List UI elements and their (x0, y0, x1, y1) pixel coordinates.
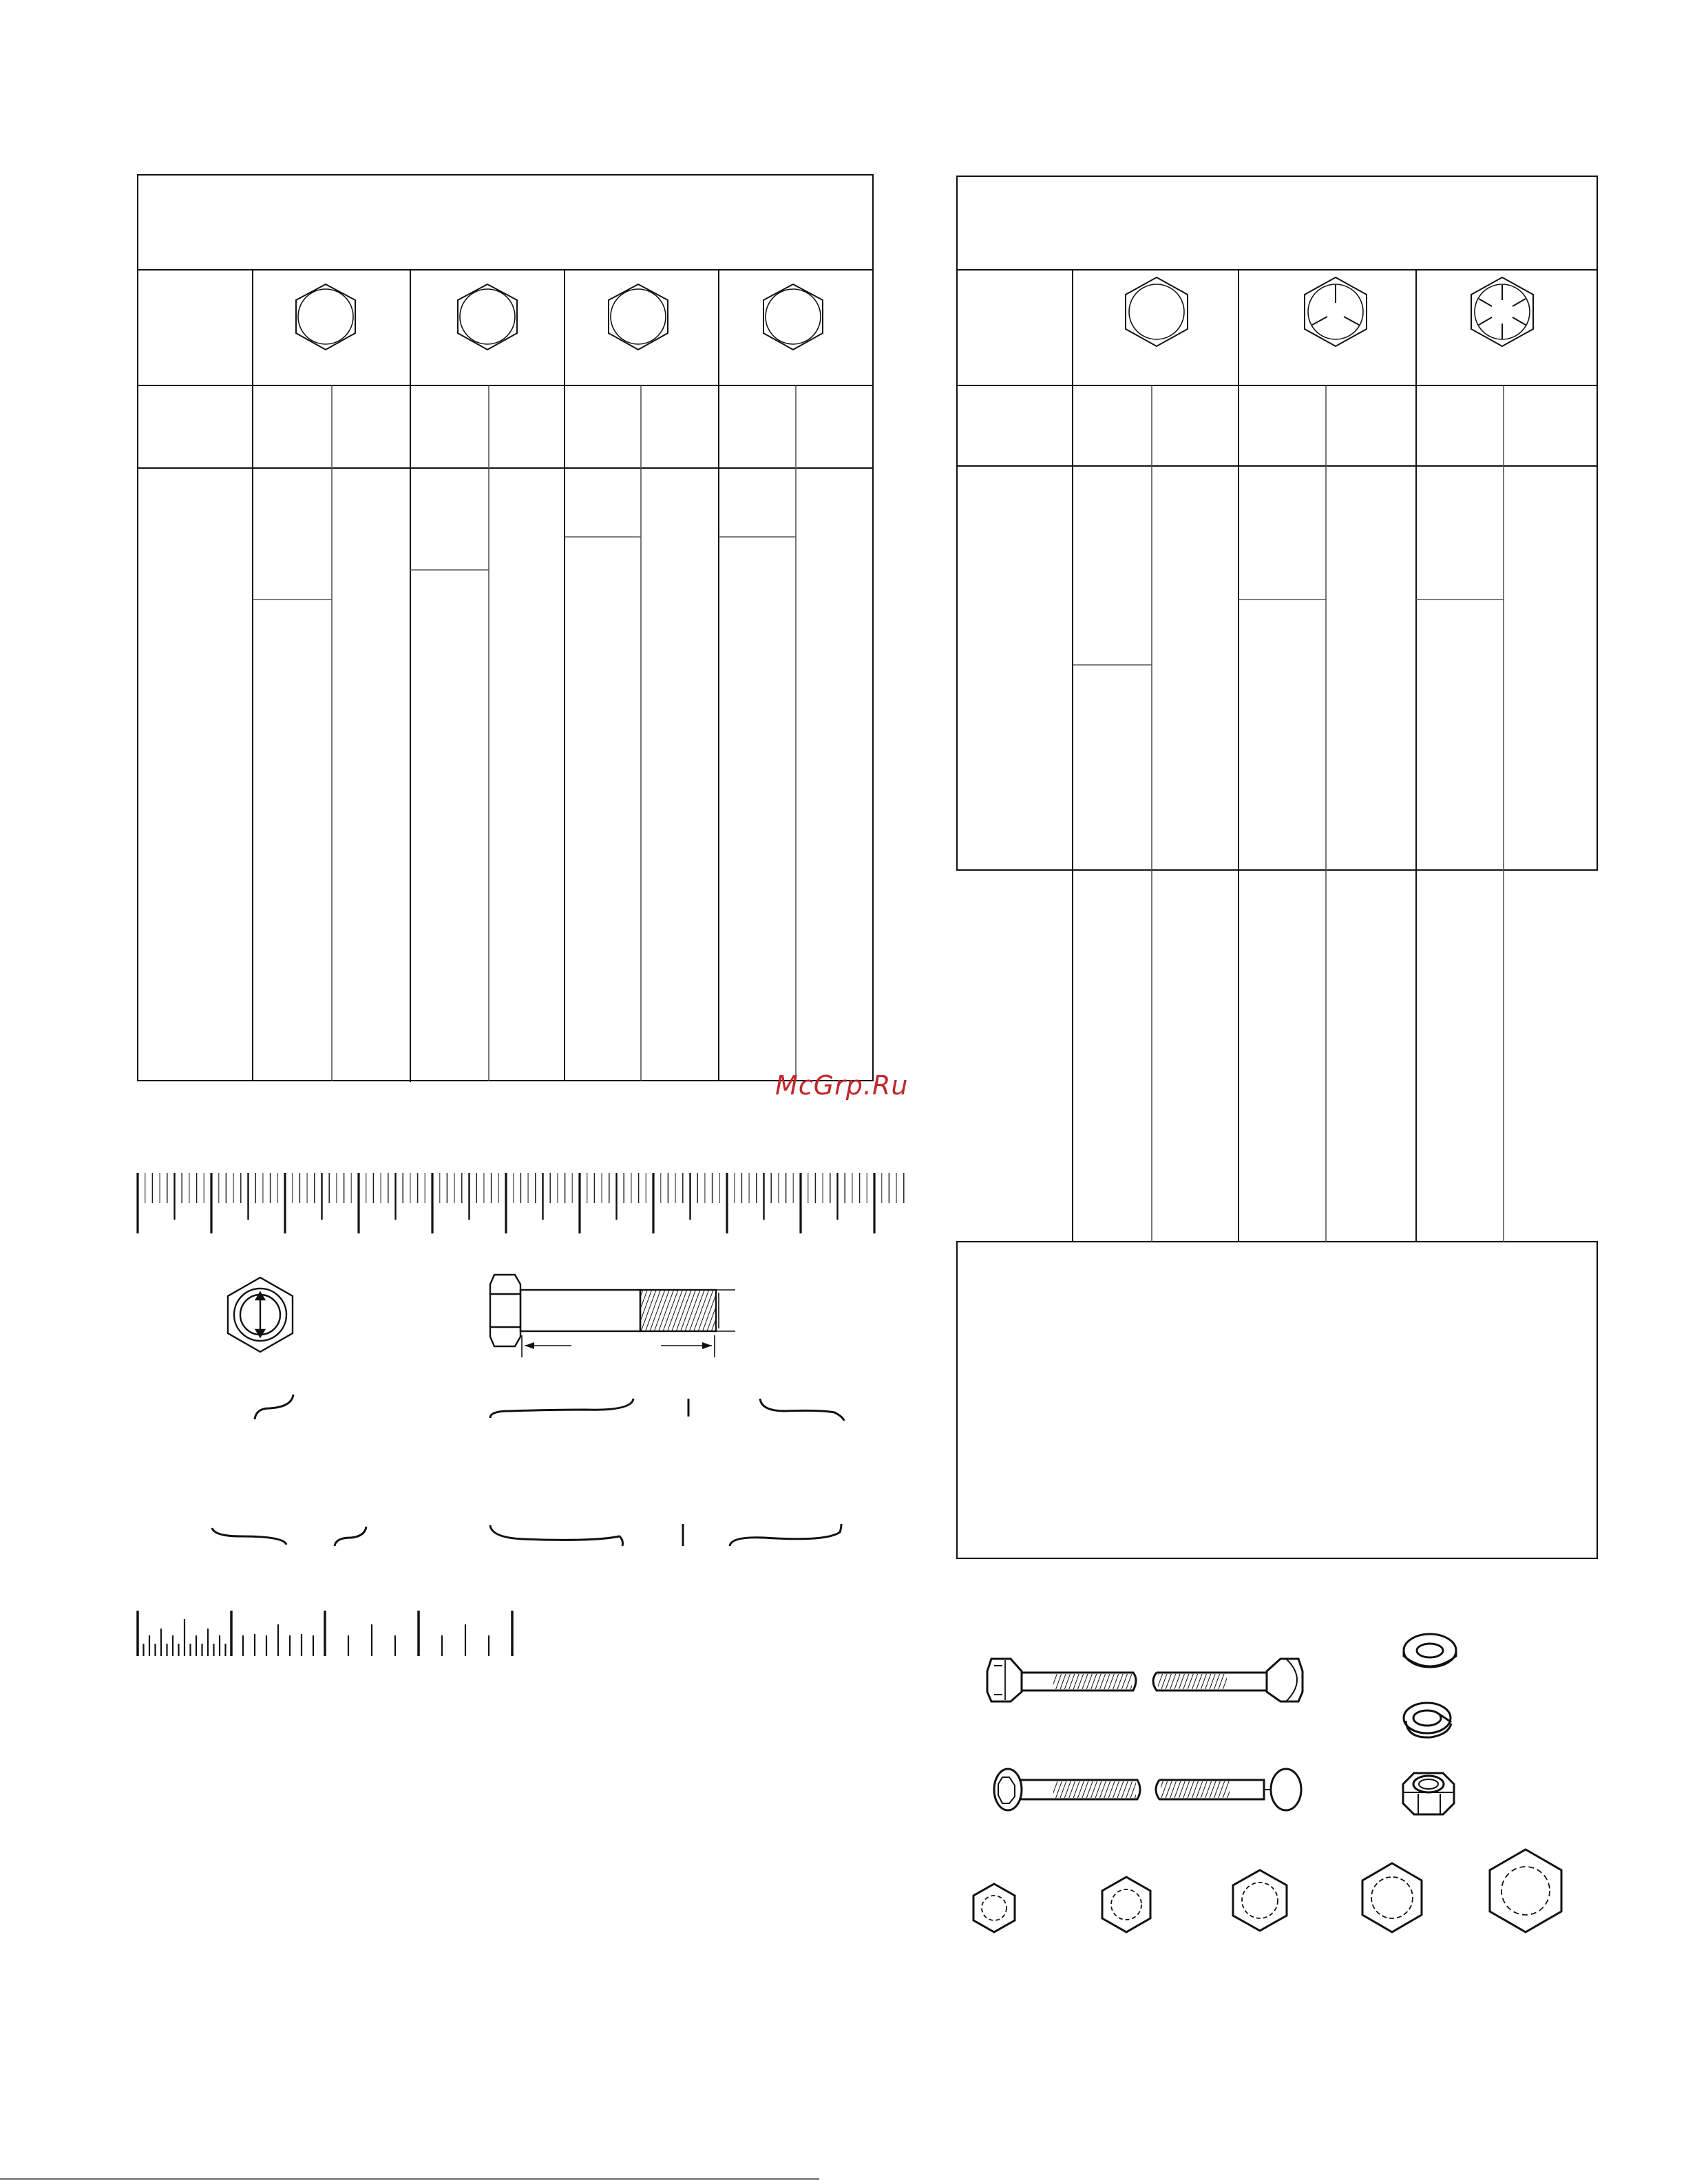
flat-washer-icon (1404, 1634, 1456, 1667)
measurement-braces (212, 1395, 844, 1546)
hex-bolt-head-3-marks-icon (1305, 277, 1367, 346)
hex-bolt-head-icon (763, 284, 823, 350)
nut-size-5-icon (1490, 1849, 1561, 1932)
footer-rule (0, 2178, 819, 2180)
carriage-bolt-icon (994, 1769, 1301, 1810)
metric-ruler-icon (138, 1173, 904, 1233)
nut-size-3-icon (1233, 1870, 1287, 1931)
watermark: McGrp.Ru (775, 1070, 909, 1101)
hex-bolt-icon (987, 1659, 1303, 1701)
bolt-length-gauge-icon (490, 1275, 735, 1357)
hex-bolt-head-icon (458, 284, 517, 350)
hex-bolt-head-plain-icon (1126, 277, 1188, 346)
inch-ruler-icon (138, 1611, 512, 1656)
nut-size-1-icon (973, 1884, 1015, 1932)
nut-size-row (973, 1849, 1561, 1932)
hex-bolt-head-icon (609, 284, 668, 350)
lock-washer-icon (1404, 1703, 1451, 1737)
hex-nut-icon (1403, 1773, 1454, 1814)
nut-diameter-gauge-icon (228, 1277, 293, 1352)
hex-bolt-head-icon (296, 284, 355, 350)
nut-size-4-icon (1362, 1863, 1422, 1932)
left-torque-table (138, 175, 873, 1082)
nut-size-2-icon (1102, 1877, 1150, 1932)
right-torque-table (957, 176, 1597, 1558)
hex-bolt-head-6-marks-icon (1471, 277, 1533, 346)
